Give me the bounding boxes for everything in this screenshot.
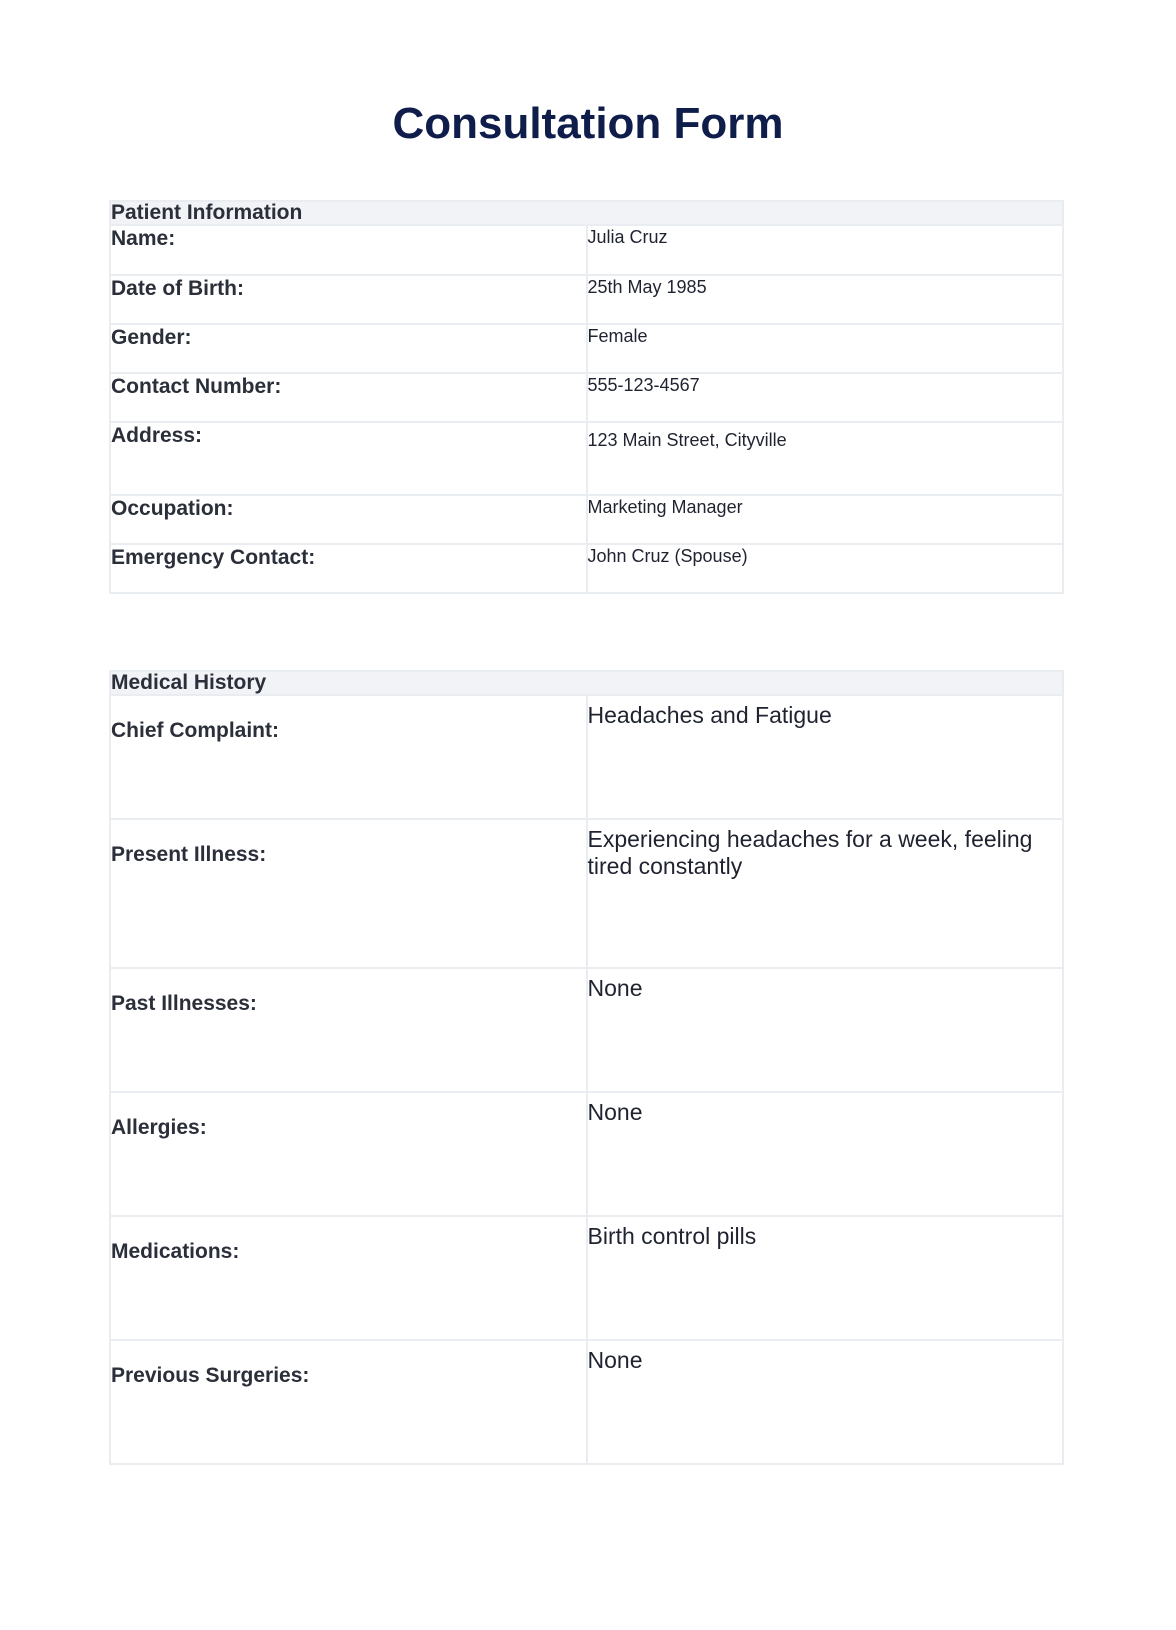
previous-surgeries-value: None bbox=[587, 1340, 1064, 1464]
past-illnesses-value: None bbox=[587, 968, 1064, 1092]
patient-information-table bbox=[109, 200, 1064, 594]
page-title: Consultation Form bbox=[392, 99, 784, 148]
medications-label: Medications: bbox=[110, 1216, 587, 1340]
allergies-label: Allergies: bbox=[110, 1092, 587, 1216]
chief-complaint-label: Chief Complaint: bbox=[110, 695, 587, 819]
table-row bbox=[110, 275, 1063, 324]
chief-complaint-value: Headaches and Fatigue bbox=[587, 695, 1064, 819]
previous-surgeries-label: Previous Surgeries: bbox=[110, 1340, 587, 1464]
table-row bbox=[110, 819, 1063, 968]
table-row bbox=[110, 968, 1063, 1092]
table-row bbox=[110, 544, 1063, 593]
table-row bbox=[110, 695, 1063, 819]
date-of-birth-label: Date of Birth: bbox=[110, 275, 587, 324]
gender-value: Female bbox=[587, 324, 1064, 373]
address-label: Address: bbox=[110, 422, 587, 495]
date-of-birth-value: 25th May 1985 bbox=[587, 275, 1064, 324]
table-row bbox=[110, 373, 1063, 422]
table-row bbox=[110, 422, 1063, 495]
contact-number-value: 555-123-4567 bbox=[587, 373, 1064, 422]
table-row bbox=[110, 324, 1063, 373]
present-illness-label: Present Illness: bbox=[110, 819, 587, 968]
patient-information-header: Patient Information bbox=[110, 201, 1063, 225]
medications-value: Birth control pills bbox=[587, 1216, 1064, 1340]
section-header bbox=[110, 201, 1063, 225]
section-header bbox=[110, 671, 1063, 695]
occupation-value: Marketing Manager bbox=[587, 495, 1064, 544]
allergies-value: None bbox=[587, 1092, 1064, 1216]
present-illness-value: Experiencing headaches for a week, feeling tired constantly bbox=[587, 819, 1064, 968]
past-illnesses-label: Past Illnesses: bbox=[110, 968, 587, 1092]
name-value: Julia Cruz bbox=[587, 225, 1064, 275]
medical-history-header: Medical History bbox=[110, 671, 1063, 695]
table-row bbox=[110, 225, 1063, 275]
table-row bbox=[110, 1092, 1063, 1216]
table-row bbox=[110, 1216, 1063, 1340]
table-row bbox=[110, 1340, 1063, 1464]
address-value: 123 Main Street, Cityville bbox=[587, 422, 1064, 495]
emergency-contact-value: John Cruz (Spouse) bbox=[587, 544, 1064, 593]
emergency-contact-label: Emergency Contact: bbox=[110, 544, 587, 593]
occupation-label: Occupation: bbox=[110, 495, 587, 544]
table-row bbox=[110, 495, 1063, 544]
contact-number-label: Contact Number: bbox=[110, 373, 587, 422]
name-label: Name: bbox=[110, 225, 587, 275]
gender-label: Gender: bbox=[110, 324, 587, 373]
medical-history-table bbox=[109, 670, 1064, 1465]
